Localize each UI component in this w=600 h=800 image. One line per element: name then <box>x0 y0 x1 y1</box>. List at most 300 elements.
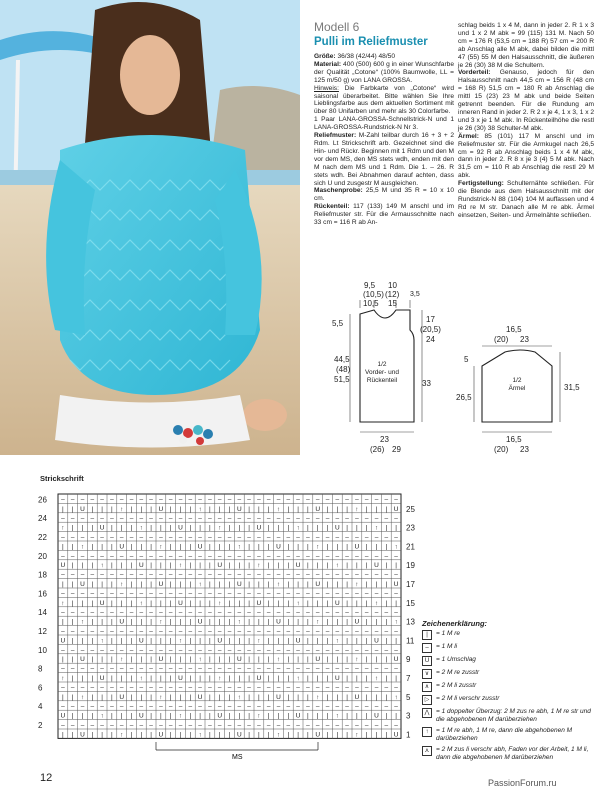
chart-cell-symbol: | <box>385 656 388 664</box>
chart-cell-symbol: – <box>345 609 349 617</box>
chart-cell-symbol: | <box>81 675 84 682</box>
paragraph-needles: 1 Paar LANA-GROSSA-Schnellstrick-N und 1 LANA-GROSSA-Rundstrick-N Nr 3. <box>314 116 454 132</box>
chart-cell-symbol: | <box>365 712 368 720</box>
chart-cell-symbol: | <box>160 599 162 607</box>
chart-cell-symbol: | <box>111 693 113 701</box>
chart-cell-symbol: | <box>91 562 94 570</box>
chart-cell-symbol: ↑ <box>120 656 124 664</box>
chart-cell-symbol: – <box>110 496 114 504</box>
chart-cell-symbol: U <box>256 599 262 607</box>
chart-cell-symbol: – <box>364 609 369 617</box>
chart-cell-symbol: – <box>149 515 153 523</box>
chart-cell-symbol: – <box>61 552 65 560</box>
chart-cell-symbol: | <box>385 524 388 532</box>
chart-cell-symbol: – <box>129 628 134 635</box>
chart-cell-symbol: | <box>395 562 397 570</box>
chart-cell-symbol: – <box>276 628 281 635</box>
chart-cell-symbol: – <box>168 609 173 617</box>
chart-cell-symbol: | <box>307 675 309 682</box>
chart-cell-symbol: – <box>384 496 389 504</box>
chart-cell-symbol: | <box>356 637 358 645</box>
chart-cell-symbol: | <box>62 656 64 664</box>
chart-cell-symbol: – <box>276 665 281 673</box>
row-label-right: 23 <box>406 523 415 533</box>
chart-cell-symbol: – <box>119 552 124 560</box>
legend-item: ⋀ = 1 doppelter Überzug: 2 M zus re abh, 1 M re str und die abgehobenen M darüberziehen <box>422 708 592 724</box>
chart-cell-symbol: – <box>335 496 340 504</box>
chart-cell-symbol: | <box>91 656 94 664</box>
chart-cell-symbol: – <box>129 703 134 711</box>
chart-cell-symbol: – <box>237 552 242 560</box>
chart-cell-symbol: – <box>100 703 104 711</box>
chart-cell-symbol: – <box>188 552 193 560</box>
chart-cell-symbol: – <box>296 571 300 579</box>
chart-cell-symbol: | <box>62 505 64 513</box>
chart-cell-symbol: – <box>266 552 271 560</box>
chart-cell-symbol: – <box>364 515 369 523</box>
chart-cell-symbol: – <box>335 552 340 560</box>
chart-cell-symbol: – <box>296 496 300 504</box>
chart-cell-symbol: – <box>188 571 193 579</box>
chart-cell-symbol: – <box>257 722 261 729</box>
chart-cell-symbol: | <box>365 524 368 532</box>
chart-cell-symbol: – <box>159 590 163 598</box>
chart-cell-symbol: | <box>248 618 250 626</box>
chart-cell-symbol: – <box>159 515 163 523</box>
legend-item: ↑ = 1 M re abh, 1 M re, dann die abgehobenen M darüberziehen <box>422 727 592 743</box>
chart-cell-symbol: | <box>140 543 143 551</box>
body-left-num: (48) <box>336 365 351 374</box>
sleeve-bottom-num: 23 <box>520 445 529 454</box>
chart-cell-symbol: | <box>267 712 270 720</box>
chart-cell-symbol: | <box>297 543 299 551</box>
k2tog-icon: ∨ <box>422 669 432 679</box>
chart-cell-symbol: U <box>374 562 379 570</box>
chart-cell-symbol: – <box>325 552 330 560</box>
chart-cell-symbol: | <box>385 675 388 682</box>
chart-cell-symbol: | <box>169 505 172 513</box>
chart-cell-symbol: – <box>119 646 124 654</box>
chart-cell-symbol: | <box>150 693 152 701</box>
chart-cell-symbol: | <box>111 712 113 720</box>
chart-cell-symbol: – <box>178 590 183 598</box>
chart-cell-symbol: | <box>277 524 280 532</box>
chart-cell-symbol: – <box>178 534 183 541</box>
chart-cell-symbol: – <box>345 515 349 523</box>
chart-cell-symbol: | <box>365 543 368 551</box>
chart-cell-symbol: – <box>296 684 300 692</box>
chart-cell-symbol: | <box>346 599 348 607</box>
chart-cell-symbol: ↑ <box>100 712 104 720</box>
chart-cell-symbol: | <box>140 581 143 588</box>
body-top-num: 9,5 <box>364 282 376 290</box>
chart-cell-symbol: – <box>364 496 369 504</box>
chart-cell-symbol: | <box>248 675 250 682</box>
chart-cell-symbol: | <box>130 637 133 645</box>
chart-cell-symbol: U <box>295 712 301 720</box>
chart-cell-symbol: – <box>61 628 65 635</box>
row-label-right: 21 <box>406 542 415 552</box>
chart-cell-symbol: ↑ <box>61 599 65 607</box>
chart-cell-symbol: | <box>150 581 152 588</box>
chart-cell-symbol: – <box>139 609 144 617</box>
chart-cell-symbol: ↑ <box>394 693 398 701</box>
row-label-left: 8 <box>38 664 43 674</box>
chart-cell-symbol: | <box>150 599 152 607</box>
body-label: Rückenteil <box>366 377 398 384</box>
chart-cell-symbol: | <box>150 731 152 739</box>
instructions-column-1 <box>314 53 454 227</box>
chart-cell-symbol: – <box>374 590 379 598</box>
chart-cell-symbol: | <box>307 693 309 701</box>
chart-cell-symbol: | <box>287 562 290 570</box>
chart-cell-symbol: – <box>335 665 340 673</box>
chart-cell-symbol: – <box>217 552 222 560</box>
chart-cell-symbol: – <box>315 646 320 654</box>
chart-cell-symbol: | <box>258 543 260 551</box>
chart-cell-symbol: – <box>306 590 310 598</box>
chart-cell-symbol: – <box>149 703 153 711</box>
chart-cell-symbol: | <box>91 599 94 607</box>
chart-cell-symbol: – <box>139 628 144 635</box>
p2tog-tbl-icon: ▷ <box>422 695 432 705</box>
chart-cell-symbol: – <box>266 534 271 541</box>
chart-cell-symbol: – <box>90 628 95 635</box>
chart-cell-symbol: | <box>120 712 123 720</box>
chart-cell-symbol: | <box>169 693 172 701</box>
chart-cell-symbol: – <box>217 665 222 673</box>
legend-item: U = 1 Umschlag <box>422 656 592 666</box>
sleeve-left-num: 5 <box>464 355 469 364</box>
chart-cell-symbol: U <box>236 581 242 588</box>
chart-cell-symbol: | <box>218 731 221 739</box>
chart-cell-symbol: – <box>384 590 389 598</box>
chart-cell-symbol: | <box>111 505 113 513</box>
row-label-left: 26 <box>38 495 47 505</box>
sleeve-label: 1/2 <box>512 377 522 384</box>
chart-cell-symbol: | <box>91 675 94 682</box>
chart-cell-symbol: – <box>80 571 85 579</box>
chart-cell-symbol: – <box>159 552 163 560</box>
chart-cell-symbol: ↑ <box>80 618 85 626</box>
chart-cell-symbol: | <box>287 524 290 532</box>
chart-cell-symbol: – <box>217 684 222 692</box>
chart-cell-symbol: | <box>238 599 241 607</box>
chart-cell-symbol: – <box>345 496 349 504</box>
chart-cell-symbol: U <box>80 581 85 588</box>
chart-cell-symbol: – <box>345 571 349 579</box>
chart-cell-symbol: | <box>81 524 84 532</box>
model-label: Modell 6 <box>314 20 360 34</box>
chart-cell-symbol: – <box>149 609 153 617</box>
chart-cell-symbol: | <box>189 581 192 588</box>
chart-cell-symbol: – <box>355 552 359 560</box>
chart-cell-symbol: | <box>287 731 290 739</box>
chart-cell-symbol: – <box>129 684 134 692</box>
chart-cell-symbol: – <box>119 590 124 598</box>
row-label-right: 25 <box>406 504 415 514</box>
chart-cell-symbol: – <box>374 703 379 711</box>
chart-cell-symbol: – <box>296 628 300 635</box>
chart-cell-symbol: – <box>374 515 379 523</box>
knitting-chart <box>36 488 416 760</box>
double-decrease-icon: ⋀ <box>422 708 432 718</box>
chart-cell-symbol: | <box>101 581 103 588</box>
chart-cell-symbol: ↑ <box>100 562 104 570</box>
chart-cell-symbol: U <box>276 618 281 626</box>
chart-cell-symbol: | <box>385 599 388 607</box>
chart-cell-symbol: – <box>237 646 242 654</box>
chart-cell-symbol: – <box>306 646 310 654</box>
chart-cell-symbol: – <box>188 684 193 692</box>
chart-cell-symbol: – <box>276 684 281 692</box>
chart-cell-symbol: | <box>189 656 192 664</box>
chart-cell-symbol: – <box>345 684 349 692</box>
chart-cell-symbol: | <box>238 524 241 532</box>
chart-cell-symbol: – <box>80 684 85 692</box>
chart-cell-symbol: – <box>266 722 271 729</box>
chart-cell-symbol: ↑ <box>139 599 143 607</box>
chart-cell-symbol: – <box>276 722 281 729</box>
chart-cell-symbol: | <box>140 731 143 739</box>
chart-cell-symbol: – <box>394 684 398 692</box>
chart-cell-symbol: – <box>159 571 163 579</box>
chart-cell-symbol: – <box>325 515 330 523</box>
chart-cell-symbol: – <box>139 703 144 711</box>
chart-cell-symbol: – <box>384 609 389 617</box>
chart-cell-symbol: | <box>160 524 162 532</box>
chart-cell-symbol: | <box>365 505 368 513</box>
chart-cell-symbol: | <box>62 543 64 551</box>
chart-cell-symbol: – <box>394 534 398 541</box>
chart-cell-symbol: – <box>129 496 134 504</box>
chart-cell-symbol: U <box>256 524 262 532</box>
sleeve-bottom-num: 16,5 <box>506 435 522 444</box>
chart-cell-symbol: | <box>307 712 309 720</box>
chart-cell-symbol: U <box>393 731 399 739</box>
chart-cell-symbol: | <box>228 712 231 720</box>
chart-cell-symbol: | <box>287 581 290 588</box>
chart-cell-symbol: | <box>307 637 309 645</box>
chart-cell-symbol: – <box>296 515 300 523</box>
chart-cell-symbol: – <box>364 552 369 560</box>
chart-cell-symbol: | <box>179 731 182 739</box>
body-top-num: 10,5 <box>363 299 379 308</box>
chart-cell-symbol: | <box>169 581 172 588</box>
chart-cell-symbol: – <box>208 722 212 729</box>
chart-cell-symbol: | <box>307 581 309 588</box>
chart-cell-symbol: – <box>286 496 291 504</box>
chart-cell-symbol: – <box>100 571 104 579</box>
chart-cell-symbol: | <box>101 656 103 664</box>
chart-cell-symbol: | <box>228 656 231 664</box>
chart-cell-symbol: | <box>385 562 388 570</box>
chart-cell-symbol: | <box>101 618 103 626</box>
chart-cell-symbol: – <box>315 496 320 504</box>
chart-cell-symbol: – <box>119 534 124 541</box>
chart-cell-symbol: | <box>346 618 348 626</box>
chart-cell-symbol: – <box>296 590 300 598</box>
chart-cell-symbol: | <box>199 599 201 607</box>
chart-cell-symbol: – <box>178 496 183 504</box>
chart-cell-symbol: | <box>120 675 123 682</box>
chart-cell-symbol: – <box>110 590 114 598</box>
chart-cell-symbol: – <box>188 609 193 617</box>
row-label-left: 12 <box>38 627 47 636</box>
chart-cell-symbol: ↑ <box>100 637 104 645</box>
chart-cell-symbol: – <box>208 628 212 635</box>
chart-cell-symbol: | <box>365 581 368 588</box>
chart-cell-symbol: – <box>286 646 291 654</box>
chart-cell-symbol: | <box>375 543 378 551</box>
body-top-num: 10 <box>388 282 397 290</box>
row-label-left: 22 <box>38 533 47 542</box>
chart-cell-symbol: | <box>365 656 368 664</box>
row-label-right: 7 <box>406 674 411 683</box>
chart-cell-symbol: | <box>228 505 231 513</box>
chart-cell-symbol: – <box>61 515 65 523</box>
chart-cell-symbol: | <box>346 656 348 664</box>
chart-cell-symbol: – <box>61 684 65 692</box>
row-label-right: 19 <box>406 561 415 571</box>
chart-cell-symbol: – <box>325 496 330 504</box>
chart-cell-symbol: | <box>375 693 378 701</box>
body-right-num: 33 <box>422 379 431 388</box>
chart-cell-symbol: | <box>189 599 192 607</box>
chart-cell-symbol: | <box>71 618 74 626</box>
chart-cell-symbol: – <box>178 665 183 673</box>
chart-cell-symbol: – <box>364 628 369 635</box>
chart-cell-symbol: | <box>228 581 231 588</box>
chart-cell-symbol: – <box>257 515 261 523</box>
chart-cell-symbol: – <box>90 665 95 673</box>
chart-cell-symbol: – <box>227 665 232 673</box>
chart-cell-symbol: – <box>266 628 271 635</box>
chart-cell-symbol: U <box>374 712 379 720</box>
chart-cell-symbol: | <box>248 505 250 513</box>
chart-cell-symbol: – <box>168 571 173 579</box>
chart-cell-symbol: ↑ <box>178 637 183 645</box>
chart-cell-symbol: | <box>287 712 290 720</box>
chart-cell-symbol: | <box>316 637 319 645</box>
chart-cell-symbol: U <box>295 562 301 570</box>
chart-cell-symbol: U <box>99 675 105 682</box>
chart-cell-symbol: | <box>71 543 74 551</box>
chart-cell-symbol: U <box>236 731 242 739</box>
chart-cell-symbol: – <box>139 571 144 579</box>
chart-cell-symbol: – <box>90 590 95 598</box>
legend-item: | = 1 M re <box>422 630 592 640</box>
chart-cell-symbol: – <box>384 684 389 692</box>
chart-cell-symbol: – <box>286 684 291 692</box>
chart-cell-symbol: – <box>61 609 65 617</box>
chart-cell-symbol: | <box>199 712 201 720</box>
chart-cell-symbol: | <box>316 562 319 570</box>
chart-cell-symbol: – <box>325 722 330 729</box>
chart-cell-symbol: – <box>247 571 251 579</box>
chart-cell-symbol: – <box>306 571 310 579</box>
chart-cell-symbol: – <box>394 515 398 523</box>
chart-cell-symbol: | <box>169 731 172 739</box>
chart-cell-symbol: | <box>267 693 270 701</box>
chart-cell-symbol: | <box>258 731 260 739</box>
chart-cell-symbol: – <box>237 665 242 673</box>
chart-cell-symbol: | <box>228 618 231 626</box>
chart-cell-symbol: U <box>315 656 321 664</box>
chart-cell-symbol: U <box>119 618 125 626</box>
chart-cell-symbol: | <box>267 731 270 739</box>
chart-cell-symbol: – <box>159 684 163 692</box>
photo-illustration <box>0 0 300 455</box>
chart-cell-symbol: ↑ <box>276 731 281 739</box>
chart-cell-symbol: – <box>100 515 104 523</box>
chart-cell-symbol: | <box>346 693 348 701</box>
body-bottom-num: 23 <box>380 435 389 444</box>
chart-cell-symbol: – <box>188 703 193 711</box>
chart-title: Strickschrift <box>40 474 84 483</box>
chart-cell-symbol: ↑ <box>296 599 300 607</box>
chart-cell-symbol: – <box>129 722 134 729</box>
chart-cell-symbol: U <box>178 599 183 607</box>
chart-cell-symbol: – <box>129 515 134 523</box>
chart-cell-symbol: – <box>315 590 320 598</box>
chart-cell-symbol: – <box>315 571 320 579</box>
chart-cell-symbol: ↑ <box>257 562 261 570</box>
chart-cell-symbol: – <box>178 722 183 729</box>
chart-cell-symbol: | <box>385 712 388 720</box>
chart-cell-symbol: – <box>257 646 261 654</box>
chart-cell-symbol: | <box>326 505 329 513</box>
chart-cell-symbol: – <box>257 609 261 617</box>
chart-cell-symbol: – <box>217 703 222 711</box>
paragraph-relief-pattern: Reliefmuster: M-Zahl teilbar durch 16 + 3 + 2 Rdm. Lt Strickschrift arb. Gezeichnet sind die Hin- und Rückr. Beginnen mit 1 Rdm und den M vor dem MS, den MS stets wdh, enden mit den M nach dem MS und 1 Rdm. Die 1. – 26. R stets wdh. Bei Abnahmen darauf achten, dass sich U und zusgestr M ausgleichen. <box>314 132 455 187</box>
chart-cell-symbol: – <box>110 515 114 523</box>
chart-cell-symbol: | <box>189 618 192 626</box>
chart-cell-symbol: | <box>287 637 290 645</box>
chart-cell-symbol: – <box>217 590 222 598</box>
chart-cell-symbol: – <box>198 703 202 711</box>
chart-cell-symbol: – <box>168 552 173 560</box>
chart-cell-symbol: | <box>277 562 280 570</box>
sleeve-left-num: 26,5 <box>456 393 472 402</box>
chart-cell-symbol: – <box>237 703 242 711</box>
chart-cell-symbol: | <box>316 675 319 682</box>
legend-item: ⋏ = 2 M zus li verschr abh, Faden vor der Arbeit, 1 M li, dann die abgehobenen M darüberziehen <box>422 746 592 762</box>
chart-cell-symbol: – <box>247 646 251 654</box>
chart-cell-symbol: – <box>80 665 85 673</box>
chart-cell-symbol: | <box>179 693 182 701</box>
chart-cell-symbol: ↑ <box>335 562 339 570</box>
chart-cell-symbol: | <box>209 543 211 551</box>
chart-cell-symbol: – <box>266 609 271 617</box>
chart-cell-symbol: | <box>365 675 368 682</box>
chart-cell-symbol: – <box>384 571 389 579</box>
chart-cell-symbol: – <box>110 684 114 692</box>
chart-cell-symbol: – <box>306 722 310 729</box>
chart-cell-symbol: | <box>326 543 329 551</box>
chart-cell-symbol: – <box>247 684 251 692</box>
chart-cell-symbol: ↑ <box>178 712 183 720</box>
chart-cell-symbol: | <box>326 637 329 645</box>
chart-cell-symbol: | <box>365 637 368 645</box>
chart-cell-symbol: | <box>130 656 133 664</box>
chart-cell-symbol: – <box>217 496 222 504</box>
chart-cell-symbol: – <box>394 665 398 673</box>
chart-cell-symbol: ↑ <box>276 656 281 664</box>
chart-cell-symbol: U <box>393 656 399 664</box>
chart-cell-symbol: – <box>61 496 65 504</box>
row-labels-left <box>38 495 47 730</box>
